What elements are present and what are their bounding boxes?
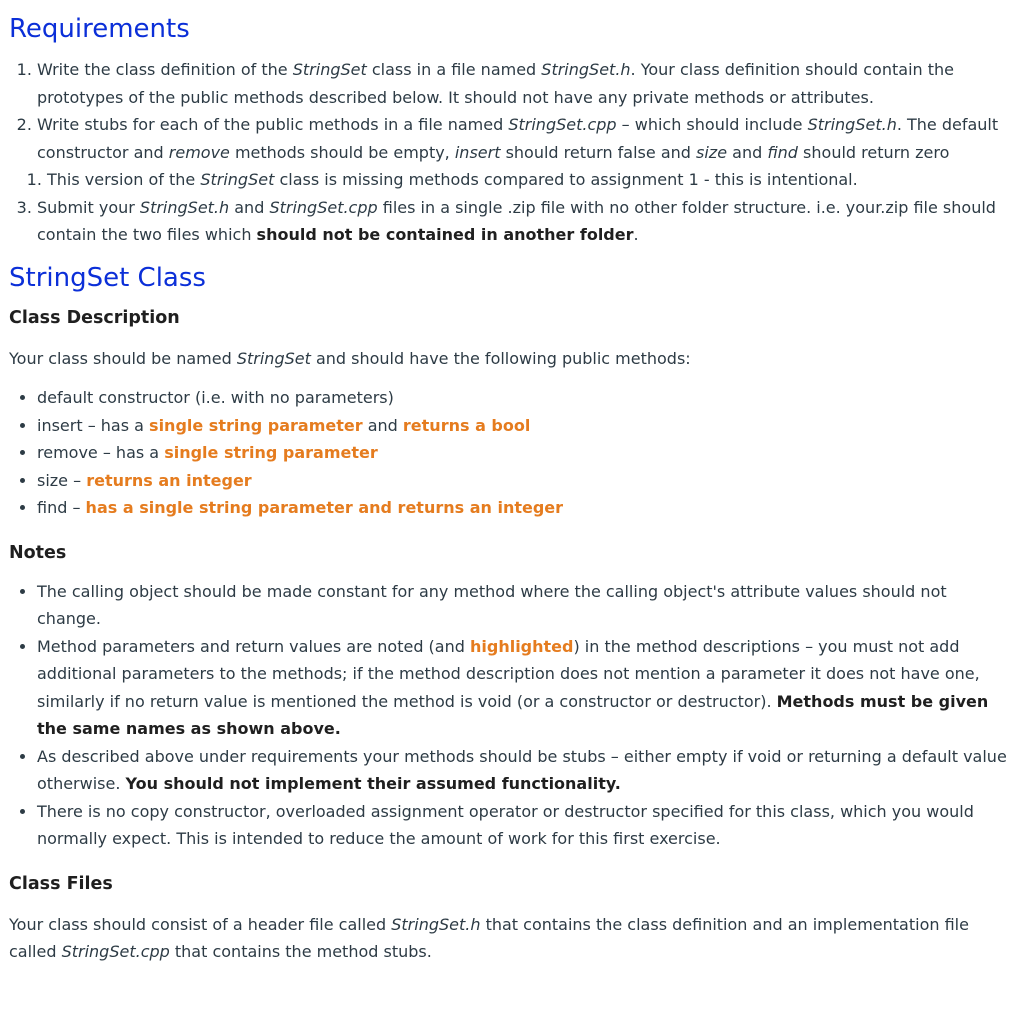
method-item: • default constructor (i.e. with no parameters) — [37, 384, 1010, 412]
class-description-heading: Class Description — [9, 307, 180, 328]
notes-heading: Notes — [9, 542, 67, 563]
methods-list — [9, 384, 1010, 522]
notes-list — [9, 578, 1010, 853]
note-item: • Method parameters and return values are noted (and highlighted) in the method descriptions – you must not add additional parameters to the methods; if the method description does not mention a parameter it does not have one, similarly if no return value is mentioned the method is void (or a constructor or destructor). Methods must be given the same names as shown above. — [37, 633, 1010, 743]
requirements-list — [9, 56, 1010, 249]
requirement-sublist — [37, 166, 1010, 194]
note-item: • There is no copy constructor, overloaded assignment operator or destructor specified for this class, which you would normally expect. This is intended to reduce the amount of work for this first exercise. — [37, 798, 1010, 853]
method-item: • insert – has a single string parameter and returns a bool — [37, 412, 1010, 440]
requirement-item: 3. Submit your StringSet.h and StringSet.cpp files in a single .zip file with no other folder structure. i.e. your.zip file should contain the two files which should not be contained in another folder. — [37, 194, 1010, 249]
method-item: • remove – has a single string parameter — [37, 439, 1010, 467]
method-item: • find – has a single string parameter and returns an integer — [37, 494, 1010, 522]
stringset-class-heading: StringSet Class — [9, 262, 206, 293]
class-files-heading: Class Files — [9, 873, 113, 894]
note-item: • The calling object should be made constant for any method where the calling object's attribute values should not change. — [37, 578, 1010, 633]
requirement-subitem: 1. This version of the StringSet class is missing methods compared to assignment 1 - this is intentional. — [47, 166, 1010, 194]
class-description-intro: Your class should be named StringSet and should have the following public methods: — [9, 348, 691, 368]
requirement-item: 1. Write the class definition of the StringSet class in a file named StringSet.h. Your class definition should contain the prototypes of the public methods described below. It should not have any private methods or attributes. — [37, 56, 1010, 111]
class-files-text: Your class should consist of a header file called StringSet.h that contains the class definition and an implementation file called StringSet.cpp that contains the method stubs. — [9, 914, 969, 961]
requirements-heading: Requirements — [9, 14, 190, 44]
note-item: • As described above under requirements your methods should be stubs – either empty if void or returning a default value otherwise. You should not implement their assumed functionality. — [37, 743, 1010, 798]
requirement-item: 2. Write stubs for each of the public methods in a file named StringSet.cpp – which should include StringSet.h. The default constructor and remove methods should be empty, insert should return false and size and find should return zero 1. This version of the StringSet class is missing methods compared to assignment 1 - this is intentional. — [37, 111, 1010, 194]
method-item: • size – returns an integer — [37, 467, 1010, 495]
